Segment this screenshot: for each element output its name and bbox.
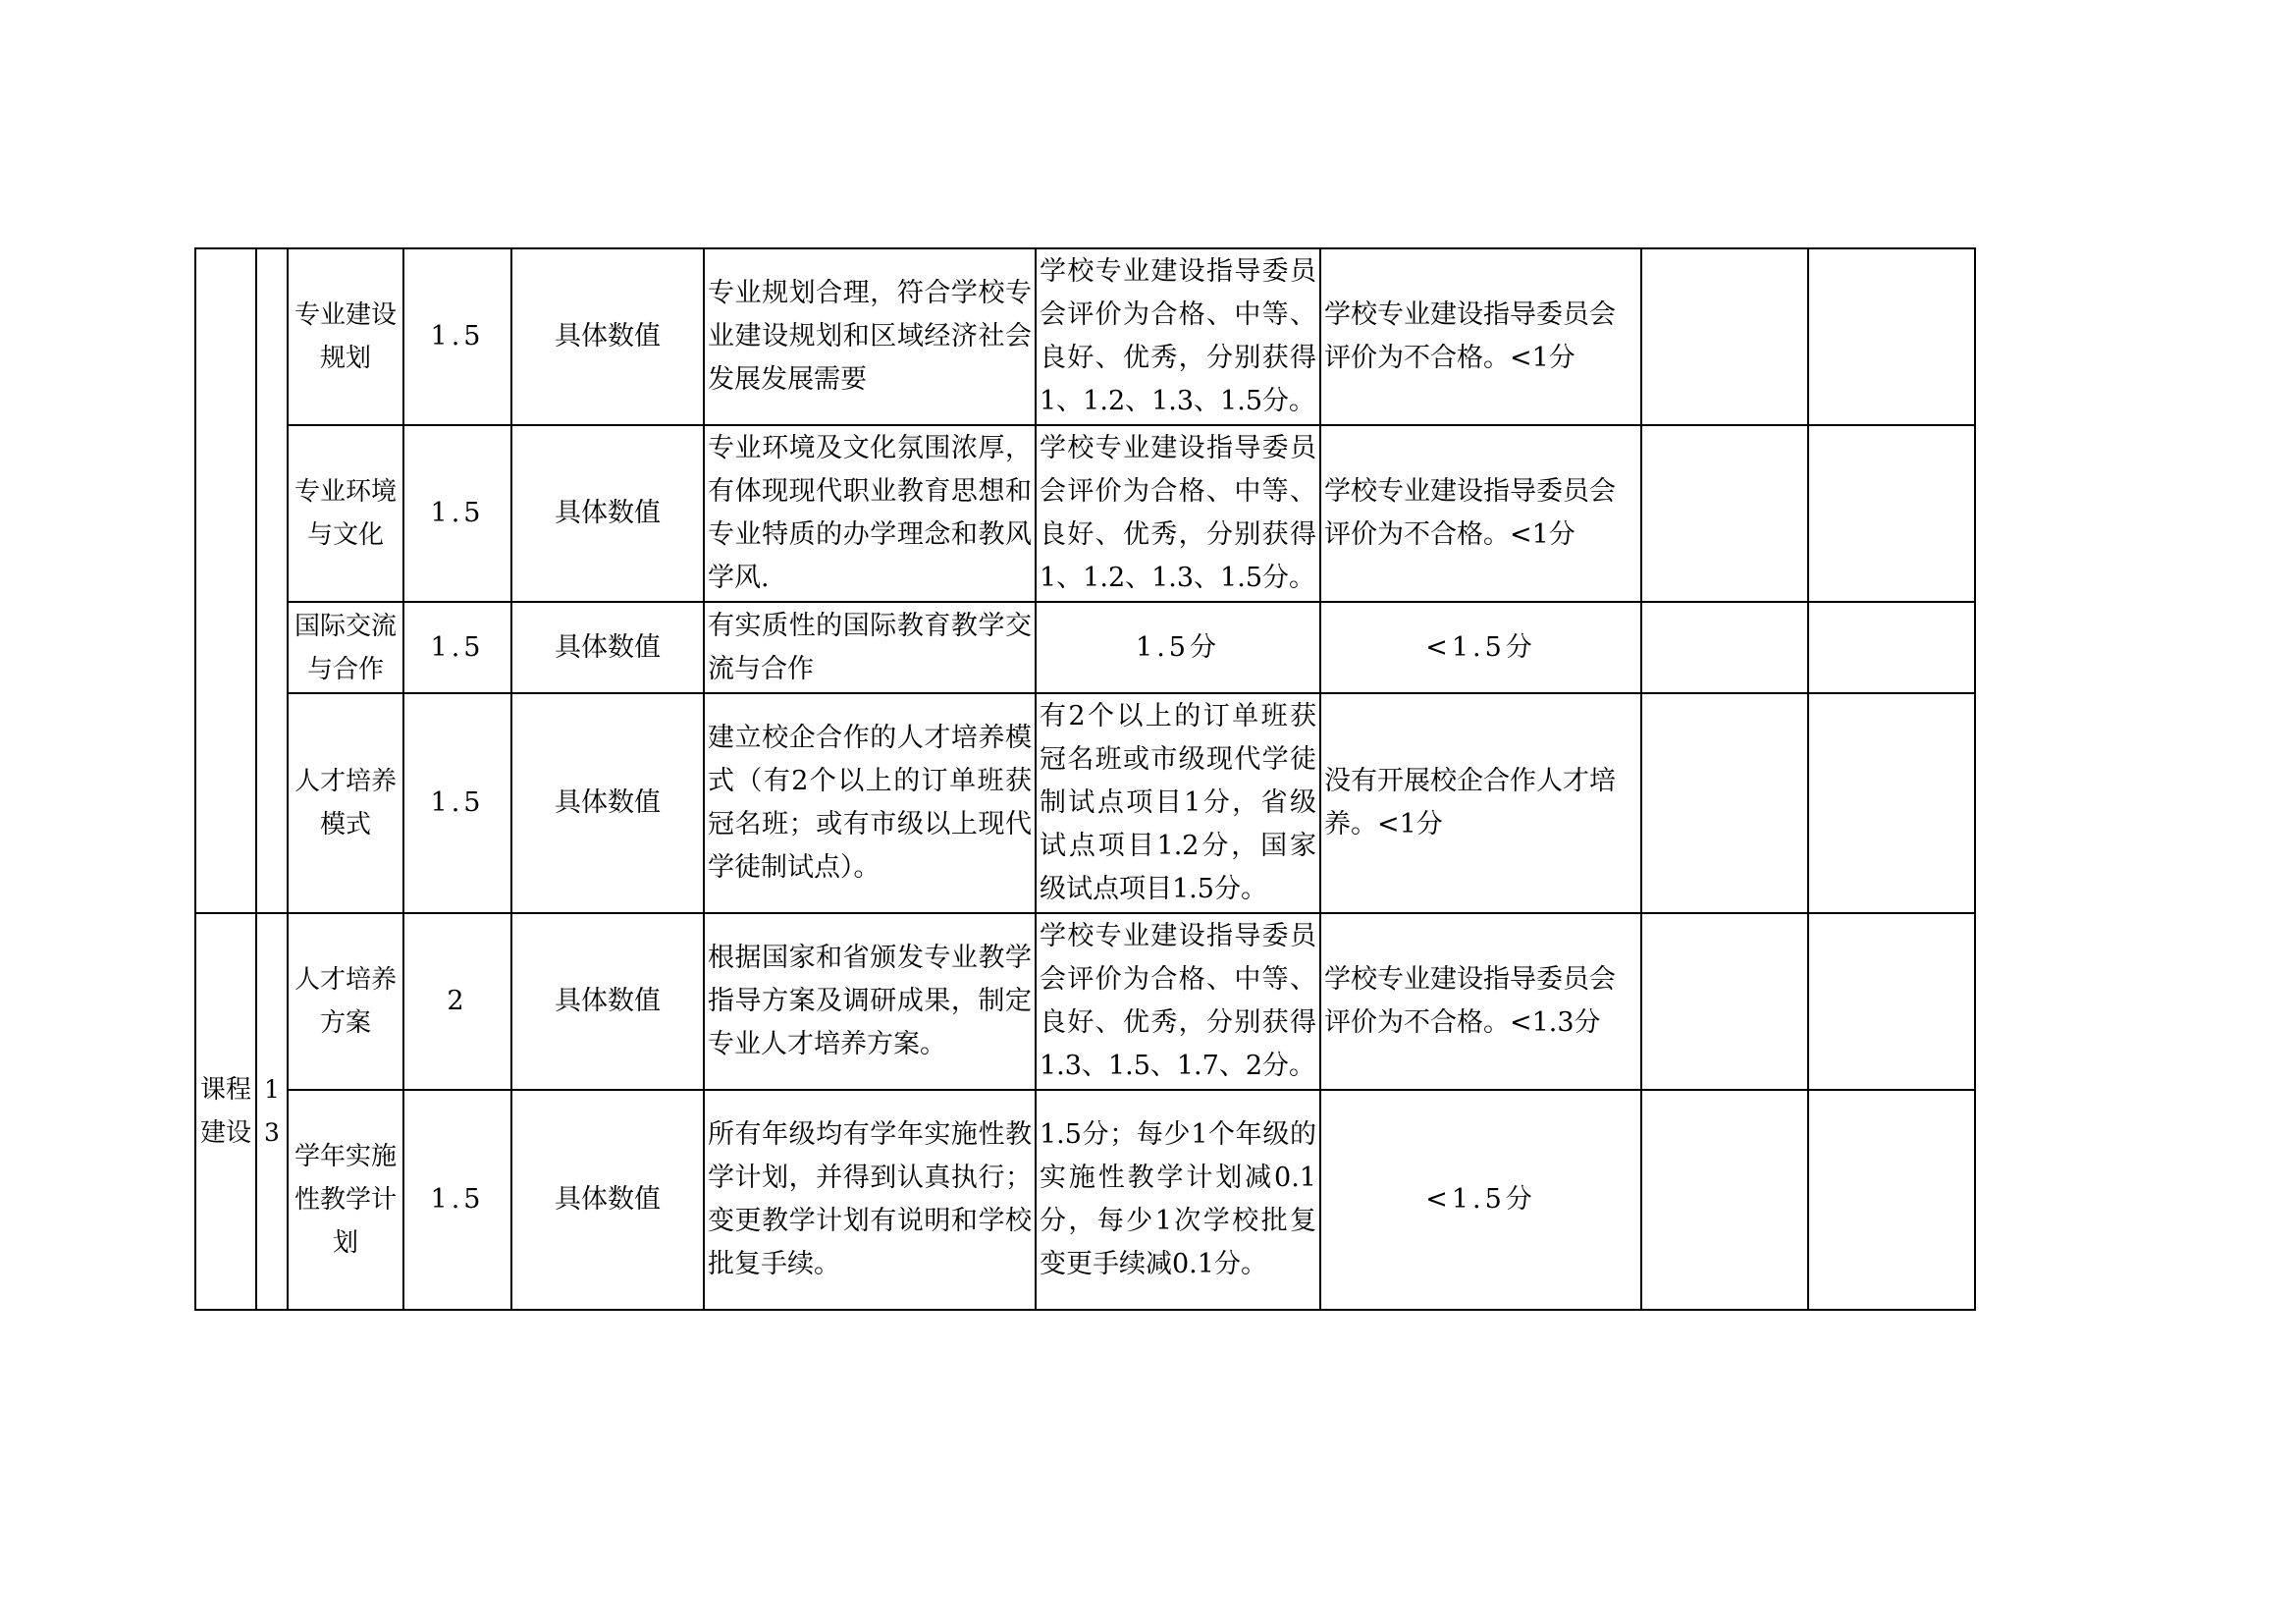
full-score-cell: 学校专业建设指导委员会评价为合格、中等、良好、优秀，分别获得1.3、1.5、1.7、2分。 (1036, 913, 1320, 1090)
standard-cell: 专业规划合理，符合学校专业建设规划和区域经济社会发展发展需要 (704, 248, 1036, 425)
blank-cell (1641, 913, 1808, 1090)
category-number-cell: 13 (256, 913, 288, 1310)
table-row (195, 1090, 1975, 1310)
table-row (195, 602, 1975, 693)
deduction-cell: 学校专业建设指导委员会评价为不合格。<1分 (1320, 248, 1641, 425)
deduction-cell: <1.5分 (1320, 1090, 1641, 1310)
score-cell: 1.5 (403, 248, 511, 425)
full-score-cell: 有2个以上的订单班获冠名班或市级现代学徒制试点项目1分，省级试点项目1.2分，国家级试点项目1.5分。 (1036, 693, 1320, 913)
blank-cell (1641, 248, 1808, 425)
blank-cell (1641, 693, 1808, 913)
type-cell: 具体数值 (511, 693, 704, 913)
deduction-cell: 学校专业建设指导委员会评价为不合格。<1分 (1320, 425, 1641, 602)
blank-cell (1808, 693, 1975, 913)
blank-cell (1808, 913, 1975, 1090)
full-score-cell: 1.5分；每少1个年级的实施性教学计划减0.1分，每少1次学校批复变更手续减0.1分。 (1036, 1090, 1320, 1310)
deduction-cell: 没有开展校企合作人才培养。<1分 (1320, 693, 1641, 913)
deduction-cell: 学校专业建设指导委员会评价为不合格。<1.3分 (1320, 913, 1641, 1090)
standard-cell: 建立校企合作的人才培养模式（有2个以上的订单班获冠名班；或有市级以上现代学徒制试点）。 (704, 693, 1036, 913)
blank-cell (1808, 1090, 1975, 1310)
blank-cell (1808, 425, 1975, 602)
standard-cell: 有实质性的国际教育教学交流与合作 (704, 602, 1036, 693)
score-cell: 2 (403, 913, 511, 1090)
standard-cell: 根据国家和省颁发专业教学指导方案及调研成果，制定专业人才培养方案。 (704, 913, 1036, 1090)
blank-cell (1808, 602, 1975, 693)
category-cell-empty (195, 248, 256, 913)
blank-cell (1641, 1090, 1808, 1310)
table-row (195, 425, 1975, 602)
item-name-cell: 人才培养方案 (288, 913, 403, 1090)
type-cell: 具体数值 (511, 1090, 704, 1310)
table-row (195, 693, 1975, 913)
full-score-cell: 1.5分 (1036, 602, 1320, 693)
type-cell: 具体数值 (511, 602, 704, 693)
blank-cell (1641, 602, 1808, 693)
full-score-cell: 学校专业建设指导委员会评价为合格、中等、良好、优秀，分别获得1、1.2、1.3、1.5分。 (1036, 248, 1320, 425)
item-name-cell: 学年实施性教学计划 (288, 1090, 403, 1310)
score-cell: 1.5 (403, 693, 511, 913)
standard-cell: 专业环境及文化氛围浓厚，有体现现代职业教育思想和专业特质的办学理念和教风学风. (704, 425, 1036, 602)
item-name-cell: 人才培养模式 (288, 693, 403, 913)
blank-cell (1808, 248, 1975, 425)
blank-cell (1641, 425, 1808, 602)
score-cell: 1.5 (403, 1090, 511, 1310)
full-score-cell: 学校专业建设指导委员会评价为合格、中等、良好、优秀，分别获得1、1.2、1.3、1.5分。 (1036, 425, 1320, 602)
evaluation-table (194, 247, 1976, 1311)
item-name-cell: 专业环境与文化 (288, 425, 403, 602)
score-cell: 1.5 (403, 602, 511, 693)
table-row (195, 913, 1975, 1090)
score-cell: 1.5 (403, 425, 511, 602)
type-cell: 具体数值 (511, 913, 704, 1090)
type-cell: 具体数值 (511, 248, 704, 425)
deduction-cell: <1.5分 (1320, 602, 1641, 693)
category-number-cell-empty (256, 248, 288, 913)
standard-cell: 所有年级均有学年实施性教学计划，并得到认真执行；变更教学计划有说明和学校批复手续。 (704, 1090, 1036, 1310)
type-cell: 具体数值 (511, 425, 704, 602)
item-name-cell: 专业建设规划 (288, 248, 403, 425)
category-label-cell: 课程建设 (195, 913, 256, 1310)
item-name-cell: 国际交流与合作 (288, 602, 403, 693)
table-row (195, 248, 1975, 425)
